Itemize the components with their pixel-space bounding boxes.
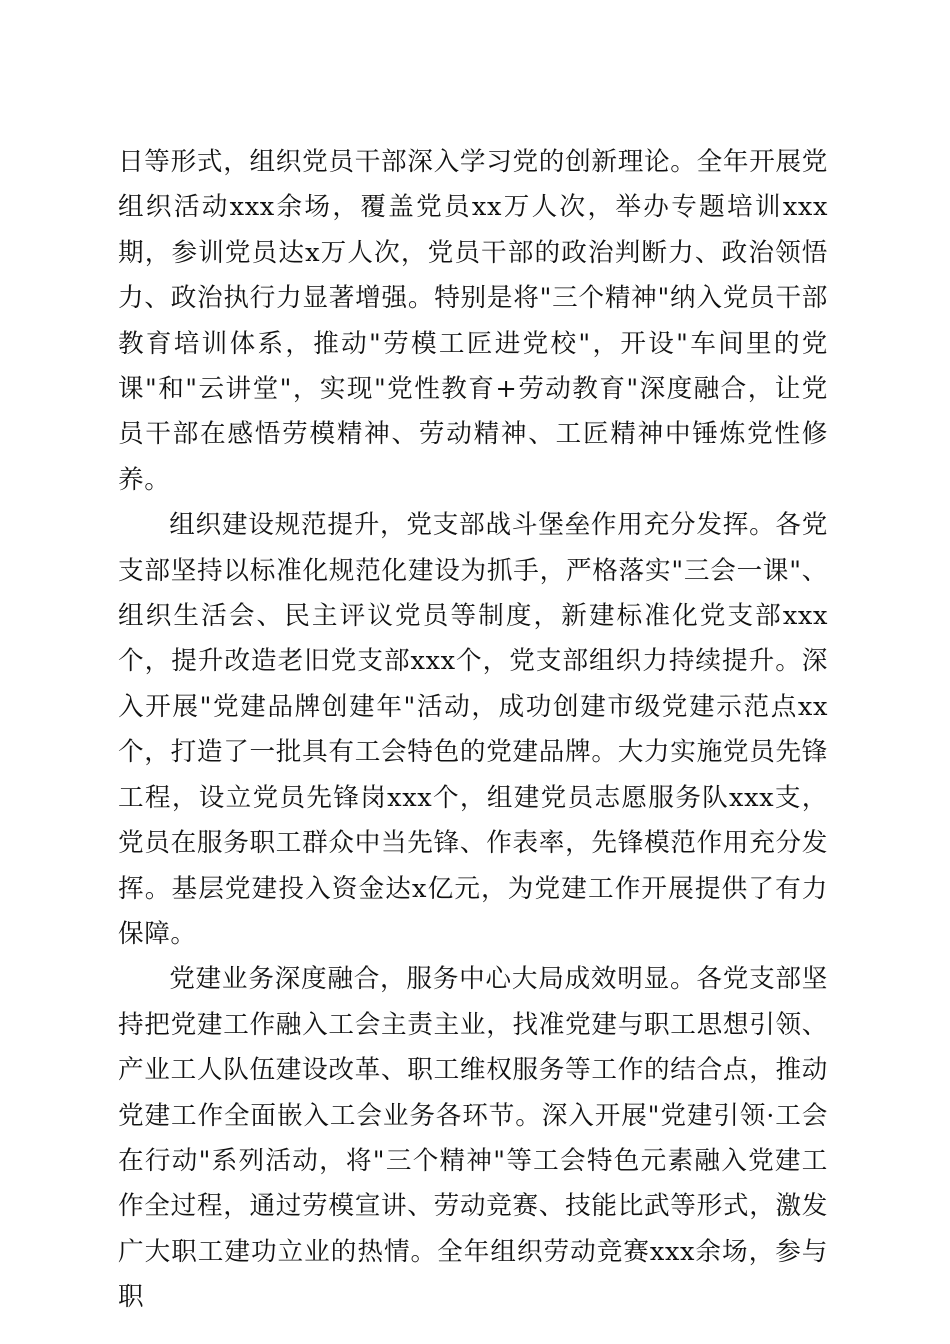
paragraph-party-business-integration: 党建业务深度融合，服务中心大局成效明显。各党支部坚持把党建工作融入工会主责主业，找准党建与职工思想引领、产业工人队伍建设改革、职工维权服务等工作的结合点，推动党建工作全面嵌入工会业务各环节。深入开展"党建引领·工会在行动"系列活动，将"三个精神"等工会特色元素融入党建工作全过程，通过劳模宣讲、劳动竞赛、技能比武等形式，激发广大职工建功立业的热情。全年组织劳动竞赛xxx余场，参与职 [118,964,828,1313]
document-body [118,140,828,1321]
paragraph-organization-building: 组织建设规范提升，党支部战斗堡垒作用充分发挥。各党支部坚持以标准化规范化建设为抓手，严格落实"三会一课"、组织生活会、民主评议党员等制度，新建标准化党支部xxx个，提升改造老旧党支部xxx个，党支部组织力持续提升。深入开展"党建品牌创建年"活动，成功创建市级党建示范点xx个，打造了一批具有工会特色的党建品牌。大力实施党员先锋工程，设立党员先锋岗xxx个，组建党员志愿服务队xxx支，党员在服务职工群众中当先锋、作表率，先锋模范作用充分发挥。基层党建投入资金达x亿元，为党建工作开展提供了有力保障。 [118,510,828,949]
paragraph-continuation: 日等形式，组织党员干部深入学习党的创新理论。全年开展党组织活动xxx余场，覆盖党员xx万人次，举办专题培训xxx期，参训党员达x万人次，党员干部的政治判断力、政治领悟力、政治执行力显著增强。特别是将"三个精神"纳入党员干部教育培训体系，推动"劳模工匠进党校"，开设"车间里的党课"和"云讲堂"，实现"党性教育+劳动教育"深度融合，让党员干部在感悟劳模精神、劳动精神、工匠精神中锤炼党性修养。 [118,147,828,495]
